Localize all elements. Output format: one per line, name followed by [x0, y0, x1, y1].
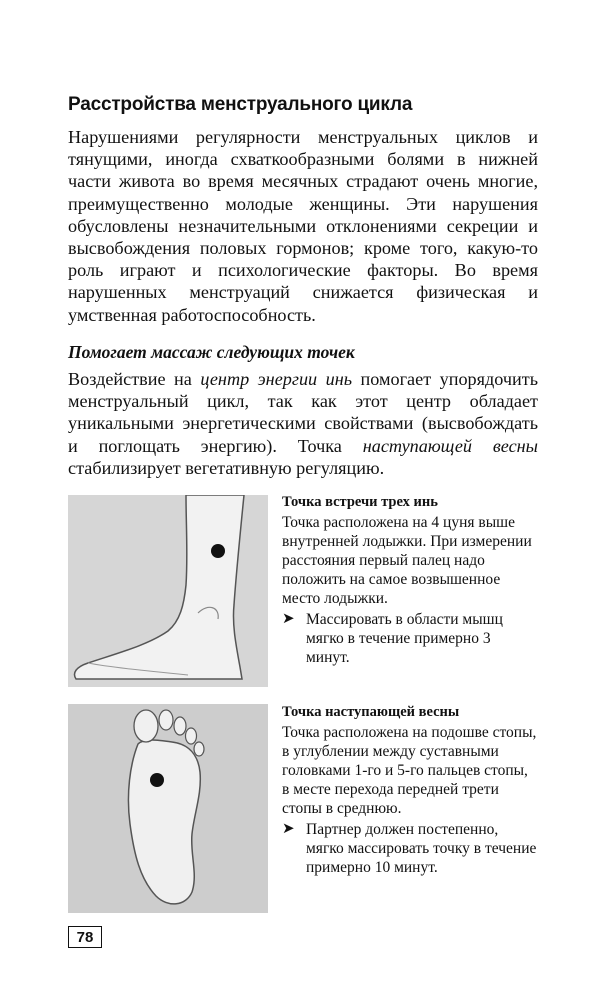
- sole-drawing: [68, 704, 268, 913]
- acupoint-marker: [211, 544, 225, 558]
- point-coming-spring: [282, 703, 538, 877]
- instruction-text: Массировать в области мышц мягко в течение примерно 3 минут.: [306, 611, 503, 666]
- term-yin-center: центр энергии инь: [200, 369, 353, 389]
- ankle-drawing: [68, 495, 268, 687]
- point-instruction: [282, 820, 538, 877]
- point-title: Точка встречи трех инь: [282, 494, 438, 510]
- acupoint-marker: [150, 773, 164, 787]
- instruction-text: Партнер должен постепенно, мягко массировать точку в течение примерно 10 минут.: [306, 821, 537, 876]
- massage-subheading: Помогает массаж следующих точек: [68, 342, 355, 362]
- massage-text-part: стабилизирует вегетативную регуляцию.: [68, 457, 385, 478]
- point-description: Точка расположена на подошве стопы, в углублении между суставными головками 1-го и 5-го пальцев стопы, в месте перехода передней трети стопы в среднюю.: [282, 724, 537, 817]
- intro-paragraph: Нарушениями регулярности менструальных циклов и тянущими, иногда схваткообразными болями в нижней части живота во время месячных страдают очень многие, преимущественно молодые женщины. Эти нарушения обусловлены незначительными отклонениями секреции и высвобождения половых гормонов; кроме того, какую-то роль играют и психологические факторы. Во время нарушенных менструаций снижается физическая и умственная работоспособность.: [68, 127, 538, 325]
- massage-paragraph: [68, 368, 538, 479]
- point-instruction: [282, 610, 538, 667]
- arrow-icon: ➤: [282, 611, 295, 627]
- ankle-illustration: [68, 495, 268, 687]
- section-title: Расстройства менструального цикла: [68, 94, 413, 115]
- page-number: 78: [68, 926, 102, 948]
- point-meeting-three-yin: [282, 493, 538, 667]
- arrow-icon: ➤: [282, 821, 295, 837]
- point-title: Точка наступающей весны: [282, 704, 460, 720]
- sole-illustration: [68, 704, 268, 913]
- point-description: Точка расположена на 4 цуня выше внутренней лодыжки. При измерении расстояния первый палец надо положить на самое возвышенное место лодыжки.: [282, 514, 532, 607]
- massage-text-part: помогает упорядочить менструальный цикл, так как этот центр обладает уникальными энергетическими свойствами (высвобождать и поглощать энергию). Точка: [68, 369, 538, 456]
- massage-text-part: Воздействие на: [68, 369, 201, 389]
- term-coming-spring: наступающей весны: [362, 435, 538, 456]
